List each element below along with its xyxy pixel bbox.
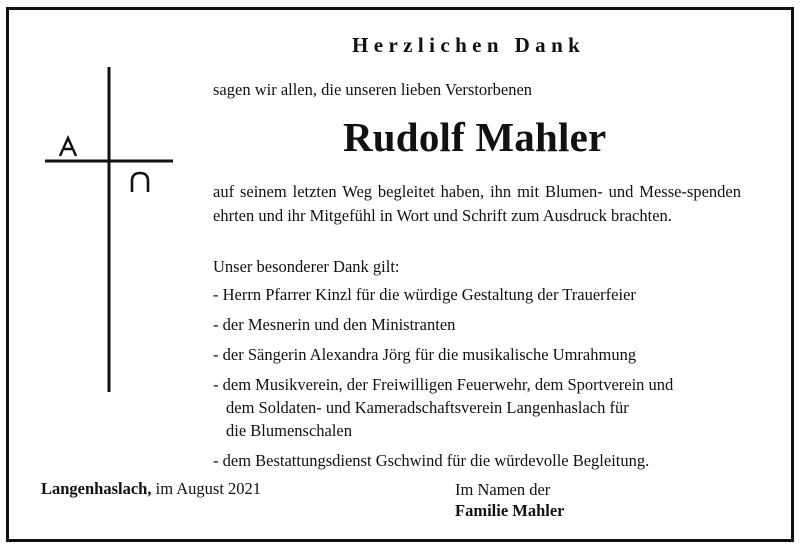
signature-line: Im Namen der [455,480,551,499]
signature [455,479,565,521]
family-name: Familie Mahler [455,501,565,520]
body-text: auf seinem letzten Weg begleitet haben, ihn mit Blumen- und Messe-spenden ehrten und ihr Mitgefühl in Wort und Schrift zum Ausdruck brachten. [213,182,741,225]
date: im August 2021 [151,479,262,498]
thanks-item [213,373,673,442]
thanks-list [213,283,673,472]
cross-alpha-omega-icon [40,60,180,400]
deceased-name: Rudolf Mahler [343,114,607,160]
place: Langenhaslach, [41,479,152,498]
thanks-item-line: dem Soldaten- und Kameradschaftsverein Langenhaslach für [226,398,629,417]
intro-text: sagen wir allen, die unseren lieben Verstorbenen [213,80,533,99]
thanks-item-line: die Blumenschalen [226,421,353,440]
place-date [41,479,261,499]
notice-title: Herzlichen Dank [352,33,586,57]
special-thanks-heading: Unser besonderer Dank gilt: [213,257,400,276]
thanks-item-line: - dem Musikverein, der Freiwilligen Feuerwehr, dem Sportverein und [213,375,674,394]
thanks-item: - dem Bestattungsdienst Gschwind für die würdevolle Begleitung. [213,451,650,470]
thanks-item: - Herrn Pfarrer Kinzl für die würdige Gestaltung der Trauerfeier [213,285,636,304]
thanks-item: - der Mesnerin und den Ministranten [213,315,456,334]
thanks-item: - der Sängerin Alexandra Jörg für die musikalische Umrahmung [213,345,637,364]
